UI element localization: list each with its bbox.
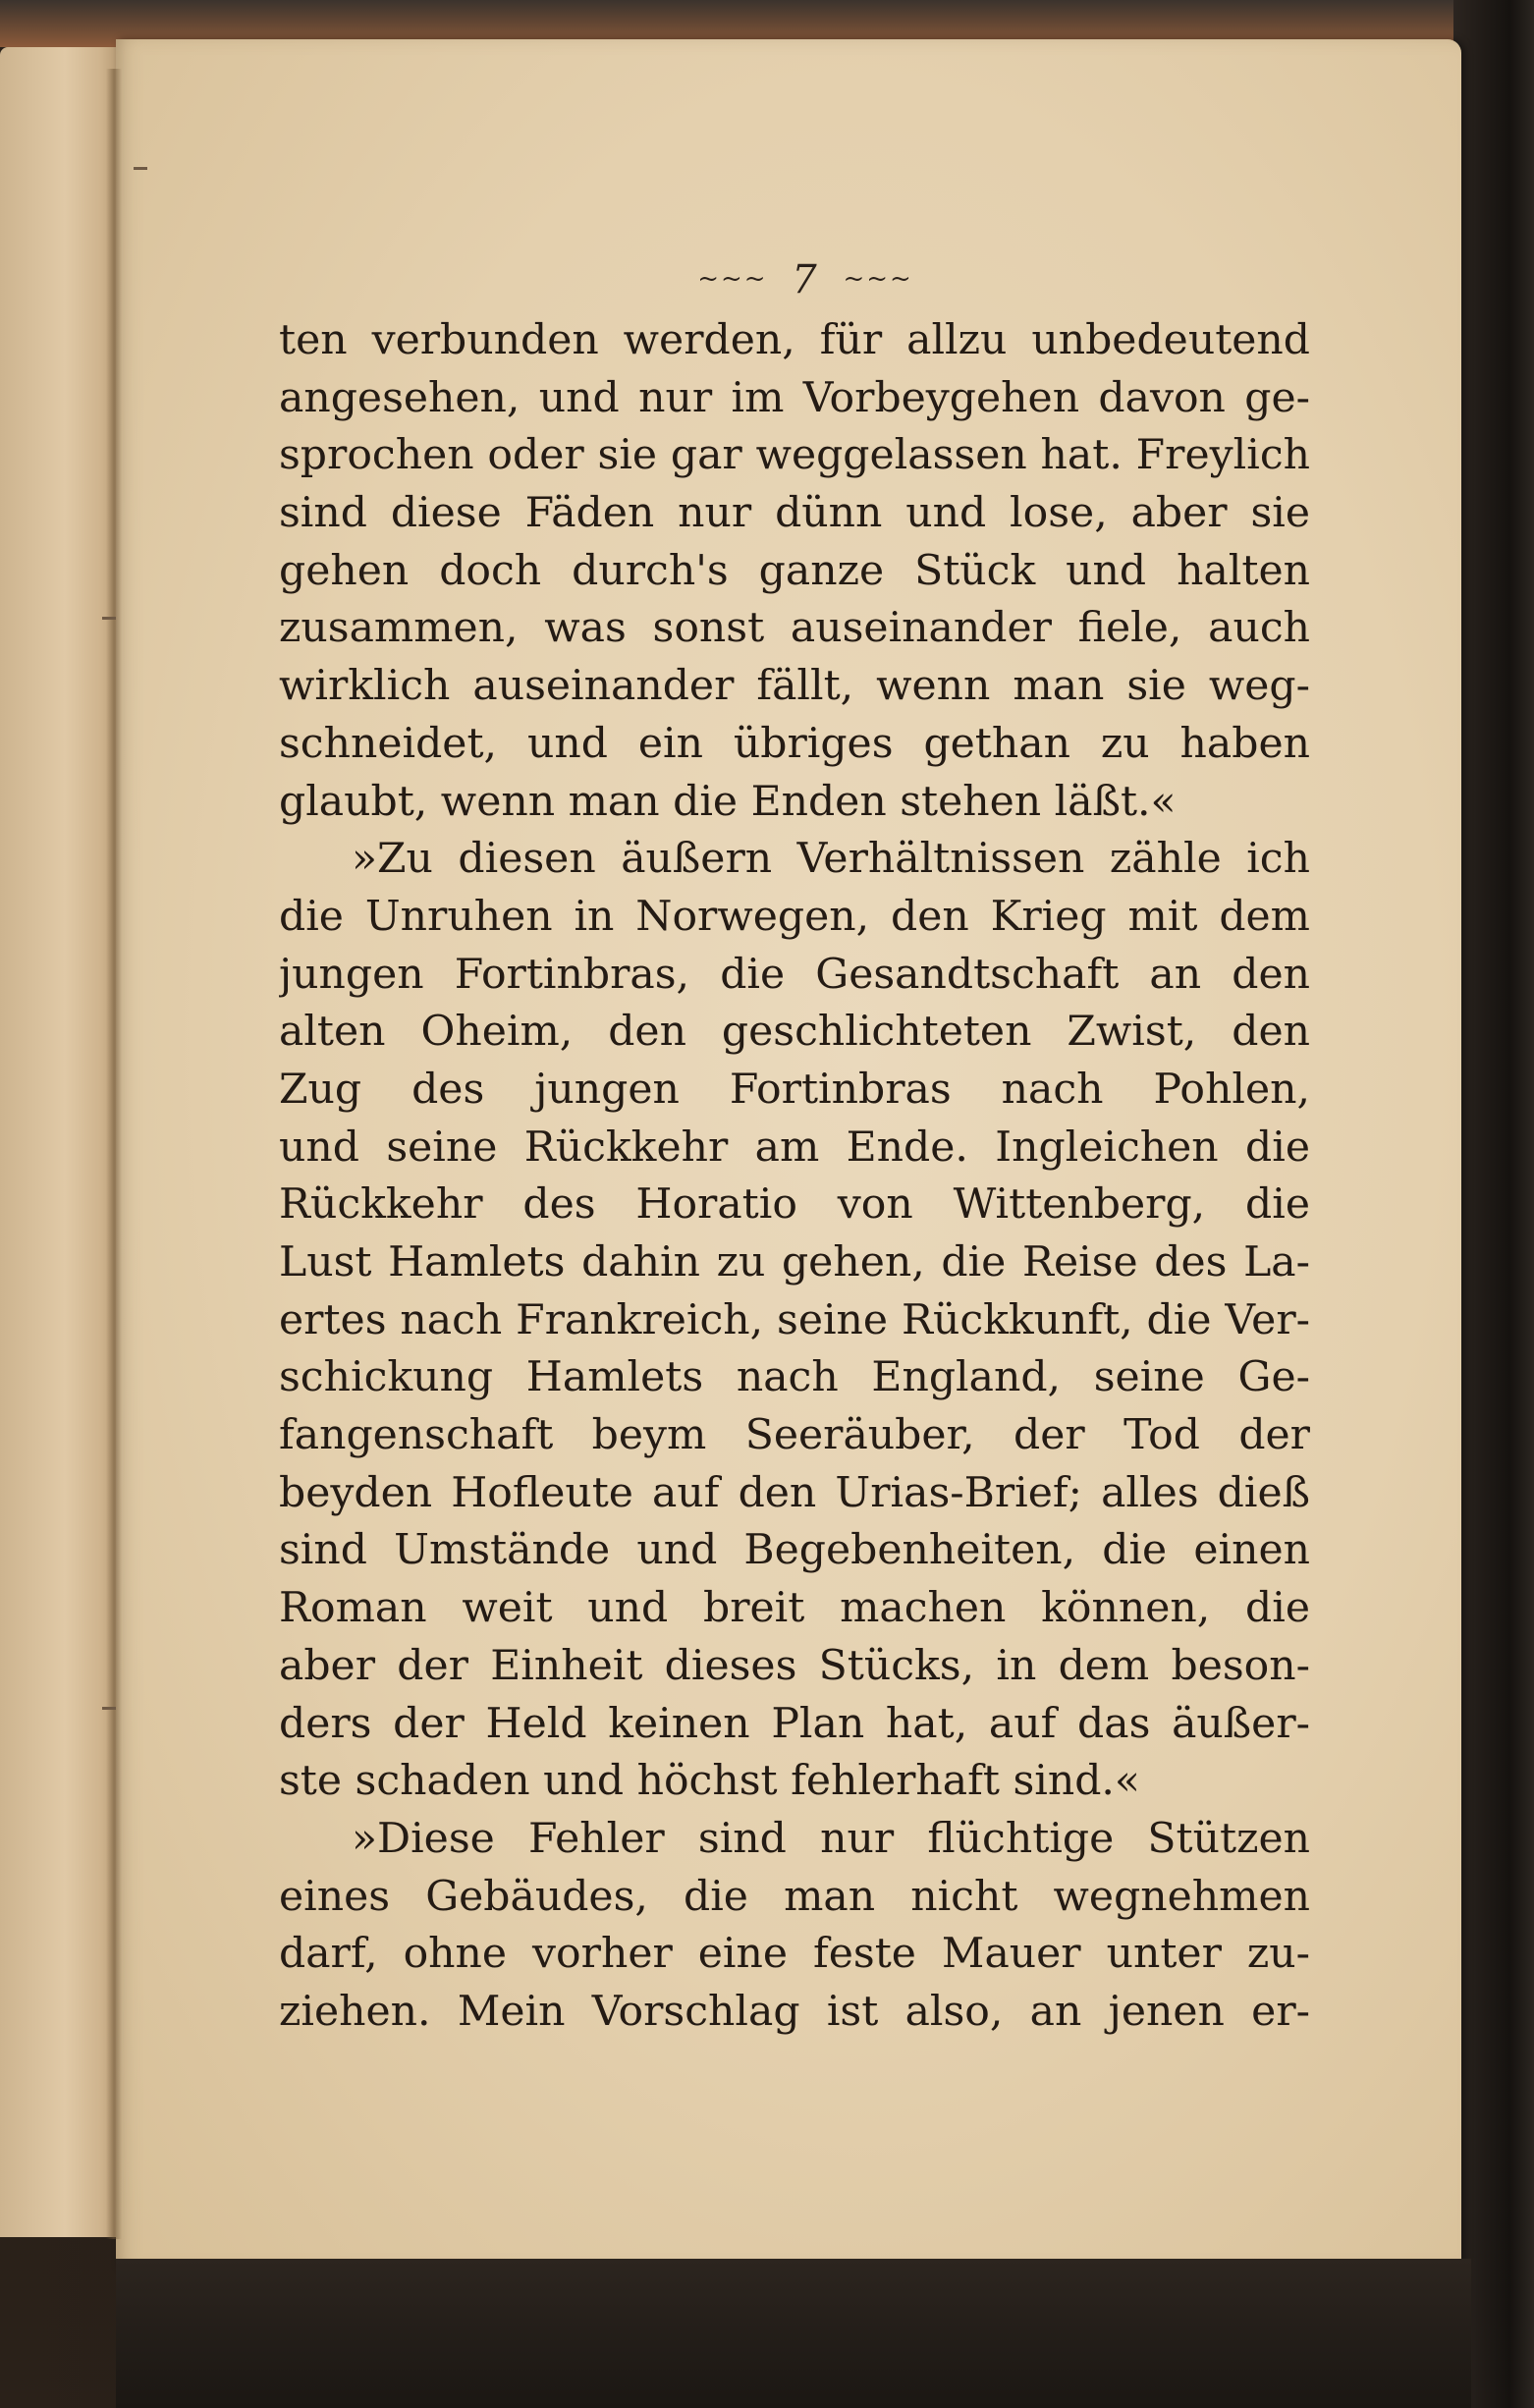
header-ornament-right: ~~~ <box>843 264 913 294</box>
body-text <box>279 312 1310 2042</box>
paragraph-start-line: »Zu diesen äußern Verhältnissen zähle ich <box>352 835 1310 884</box>
text-line: darf, ohne vorher eine feste Mauer unter zu- <box>279 1930 1310 1979</box>
header-ornament-left: ~~~ <box>697 264 768 294</box>
text-line: zusammen, was sonst auseinander fiele, auch <box>279 604 1310 653</box>
book-cover-right-edge <box>1453 0 1534 2408</box>
text-line: beyden Hofleute auf den Urias-Brief; alles dieß <box>279 1468 1310 1517</box>
text-line: Zug des jungen Fortinbras nach Pohlen, <box>279 1065 1310 1114</box>
text-line: glaubt, wenn man die Enden stehen läßt.« <box>279 777 1177 826</box>
text-line: wirklich auseinander fällt, wenn man sie weg- <box>279 662 1310 711</box>
text-line: eines Gebäudes, die man nicht wegnehmen <box>279 1872 1310 1921</box>
page-header <box>678 257 933 302</box>
text-line: aber der Einheit dieses Stücks, in dem beson- <box>279 1641 1310 1690</box>
text-line: schneidet, und ein übriges gethan zu haben <box>279 719 1310 768</box>
paragraph-start-line: »Diese Fehler sind nur flüchtige Stützen <box>352 1814 1310 1863</box>
text-line: ten verbunden werden, für allzu unbedeutend <box>279 316 1310 364</box>
text-line: ziehen. Mein Vorschlag ist also, an jenen er- <box>279 1987 1310 2036</box>
page-gutter-shadow <box>106 69 122 2239</box>
text-line: ders der Held keinen Plan hat, auf das äußer- <box>279 1699 1310 1748</box>
text-line: jungen Fortinbras, die Gesandtschaft an den <box>279 950 1310 999</box>
text-line: fangenschaft beym Seeräuber, der Tod der <box>279 1411 1310 1460</box>
binding-mark <box>134 167 147 170</box>
text-line: schickung Hamlets nach England, seine Ge- <box>279 1353 1310 1402</box>
text-line: gehen doch durch's ganze Stück und halten <box>279 546 1310 595</box>
text-line: sprochen oder sie gar weggelassen hat. Freylich <box>279 431 1310 480</box>
binding-mark <box>102 1707 116 1710</box>
text-line: angesehen, und nur im Vorbeygehen davon ge- <box>279 373 1310 422</box>
text-line: ertes nach Frankreich, seine Rückkunft, die Ver- <box>279 1295 1310 1344</box>
page-number: 7 <box>792 257 819 302</box>
page-bottom-shadow <box>116 2259 1471 2408</box>
binding-mark <box>102 617 116 620</box>
text-line: die Unruhen in Norwegen, den Krieg mit dem <box>279 892 1310 941</box>
facing-page-edge <box>0 47 118 2237</box>
text-line: alten Oheim, den geschlichteten Zwist, den <box>279 1008 1310 1057</box>
text-line: und seine Rückkehr am Ende. Ingleichen die <box>279 1122 1310 1172</box>
text-line: ste schaden und höchst fehlerhaft sind.« <box>279 1757 1140 1806</box>
text-line: sind Umstände und Begebenheiten, die einen <box>279 1526 1310 1575</box>
text-line: Roman weit und breit machen können, die <box>279 1584 1310 1633</box>
text-line: sind diese Fäden nur dünn und lose, aber sie <box>279 489 1310 538</box>
text-line: Rückkehr des Horatio von Wittenberg, die <box>279 1180 1310 1230</box>
text-line: Lust Hamlets dahin zu gehen, die Reise des La- <box>279 1238 1310 1286</box>
